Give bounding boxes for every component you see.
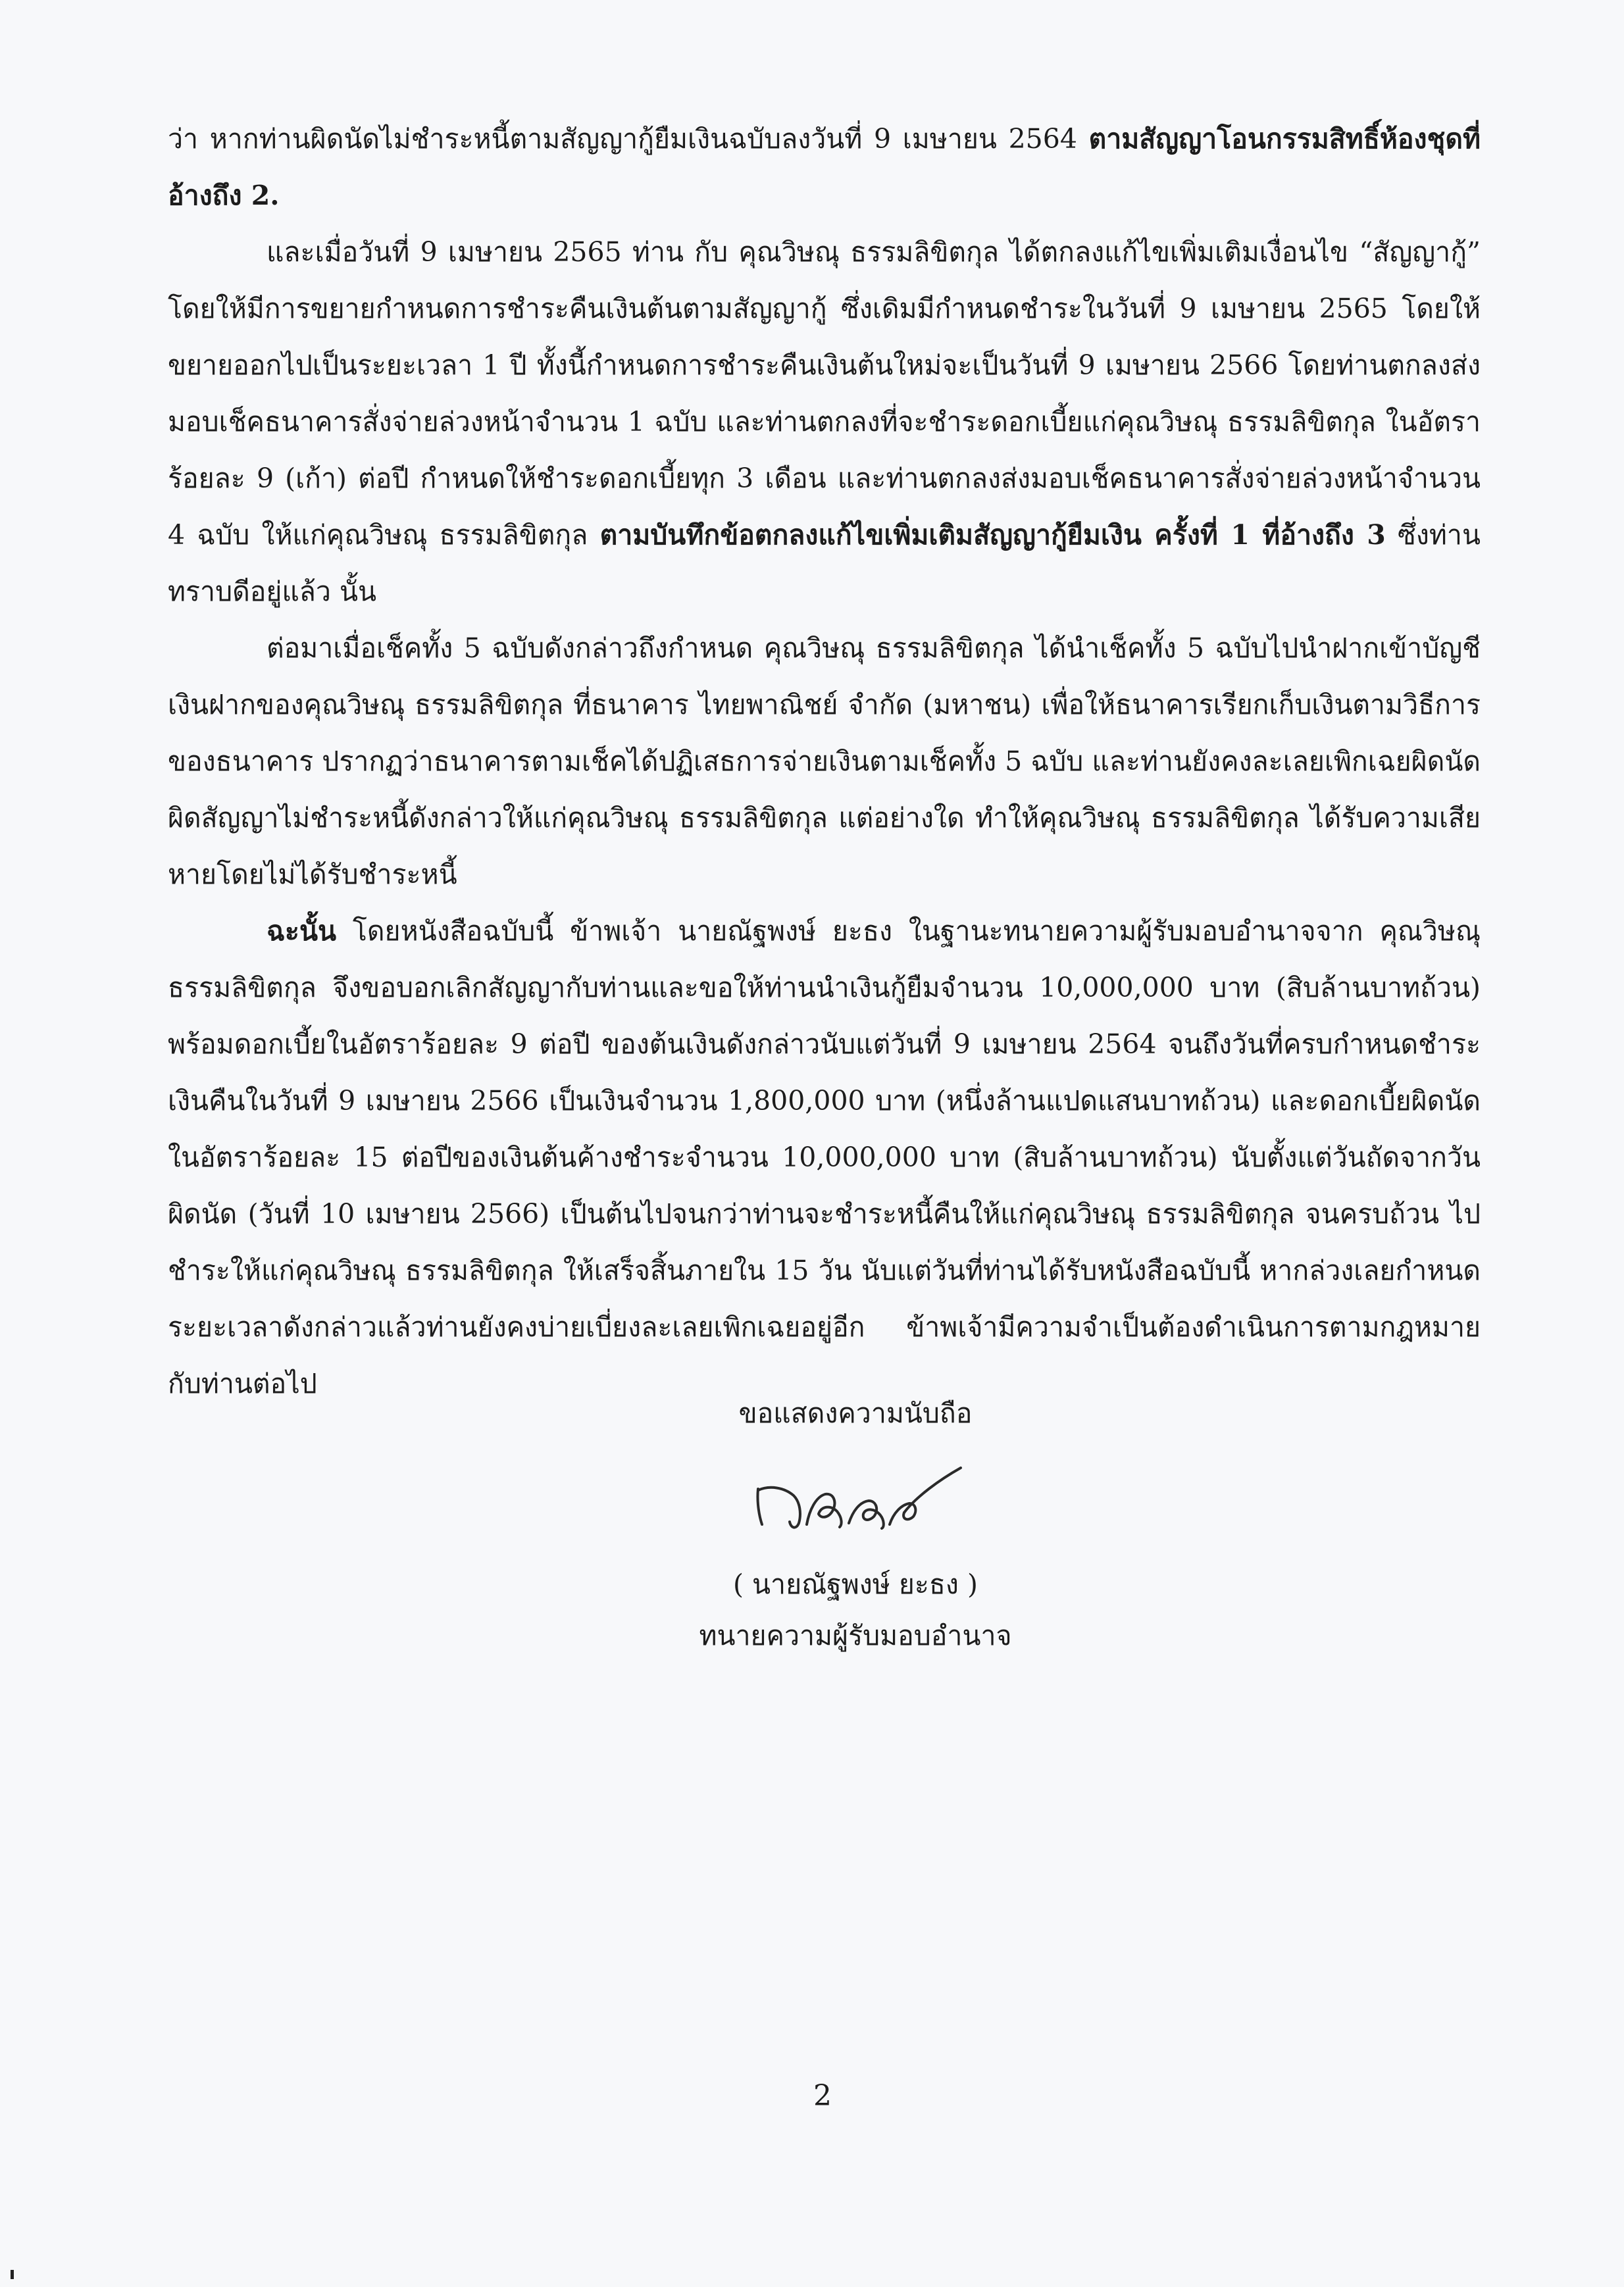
letter-body [168, 111, 1481, 1412]
paragraph-2 [168, 224, 1481, 620]
handwritten-signature-icon [744, 1451, 980, 1549]
page-number: 2 [813, 2079, 832, 2113]
paragraph-2-segment-3: ซึ่งท่านทราบดีอยู่แล้ว นั้น [168, 519, 1481, 607]
paragraph-4 [168, 903, 1481, 1412]
paragraph-1 [168, 111, 1481, 224]
paragraph-3 [168, 620, 1481, 903]
closing-salutation: ขอแสดงความนับถือ [738, 1397, 973, 1429]
paragraph-4-segment-1: ฉะนั้น [266, 915, 337, 947]
scan-speck [11, 2270, 14, 2279]
paragraph-3-segment-1: ต่อมาเมื่อเช็คทั้ง 5 ฉบับดังกล่าวถึงกำหนด คุณวิษณุ ธรรมลิขิตกุล ได้นำเช็คทั้ง 5 ฉบับไปนำฝากเข้าบัญชีเงินฝากของคุณวิษณุ ธรรมลิขิตกุล ที่ธนาคาร ไทยพาณิชย์ จำกัด (มหาชน) เพื่อให้ธนาคารเรียกเก็บเงินตามวิธีการของธนาคาร ปรากฏว่าธนาคารตามเช็คได้ปฏิเสธการจ่ายเงินตามเช็คทั้ง 5 ฉบับ และท่านยังคงละเลยเพิกเฉยผิดนัดผิดสัญญาไม่ชำระหนี้ดังกล่าวให้แก่คุณวิษณุ ธรรมลิขิตกุล แต่อย่างใด ทำให้คุณวิษณุ ธรรมลิขิตกุล ได้รับความเสียหายโดยไม่ได้รับชำระหนี้ [168, 632, 1481, 890]
paragraph-4-segment-2: โดยหนังสือฉบับนี้ ข้าพเจ้า นายณัฐพงษ์ ยะธง ในฐานะทนายความผู้รับมอบอำนาจจาก คุณวิษณุ ธรรมลิขิตกุล จึงขอบอกเลิกสัญญากับท่านและขอให้ท่านนำเงินกู้ยืมจำนวน 10,000,000 บาท (สิบล้านบาทถ้วน) พร้อมดอกเบี้ยในอัตราร้อยละ 9 ต่อปี ของต้นเงินดังกล่าวนับแต่วันที่ 9 เมษายน 2564 จนถึงวันที่ครบกำหนดชำระเงินคืนในวันที่ 9 เมษายน 2566 เป็นเงินจำนวน 1,800,000 บาท (หนึ่งล้านแปดแสนบาทถ้วน) และดอกเบี้ยผิดนัดในอัตราร้อยละ 15 ต่อปีของเงินต้นค้างชำระจำนวน 10,000,000 บาท (สิบล้านบาทถ้วน) นับตั้งแต่วันถัดจากวันผิดนัด (วันที่ 10 เมษายน 2566) เป็นต้นไปจนกว่าท่านจะชำระหนี้คืนให้แก่คุณวิษณุ ธรรมลิขิตกุล จนครบถ้วน ไปชำระให้แก่คุณวิษณุ ธรรมลิขิตกุล ให้เสร็จสิ้นภายใน 15 วัน นับแต่วันที่ท่านได้รับหนังสือฉบับนี้ หากล่วงเลยกำหนดระยะเวลาดังกล่าวแล้วท่านยังคงบ่ายเบี่ยงละเลยเพิกเฉยอยู่อีก ข้าพเจ้ามีความจำเป็นต้องดำเนินการตามกฎหมายกับท่านต่อไป [168, 915, 1481, 1399]
paragraph-1-segment-1: ว่า หากท่านผิดนัดไม่ชำระหนี้ตามสัญญากู้ยืมเงินฉบับลงวันที่ 9 เมษายน 2564 [168, 123, 1089, 155]
signer-name: ( นายณัฐพงษ์ ยะธง ) [733, 1569, 978, 1600]
paragraph-1-segment-2: ตามสัญญาโอนกรรมสิทธิ์ห้องชุดที่อ้างถึง 2. [168, 123, 1481, 211]
signer-title: ทนายความผู้รับมอบอำนาจ [699, 1620, 1012, 1651]
paragraph-2-segment-2: ตามบันทึกข้อตกลงแก้ไขเพิ่มเติมสัญญากู้ยืมเงิน ครั้งที่ 1 ที่อ้างถึง 3 [599, 519, 1386, 551]
paragraph-2-segment-1: และเมื่อวันที่ 9 เมษายน 2565 ท่าน กับ คุณวิษณุ ธรรมลิขิตกุล ได้ตกลงแก้ไขเพิ่มเติมเงื่อนไข “สัญญากู้” โดยให้มีการขยายกำหนดการชำระคืนเงินต้นตามสัญญากู้ ซึ่งเดิมมีกำหนดชำระในวันที่ 9 เมษายน 2565 โดยให้ขยายออกไปเป็นระยะเวลา 1 ปี ทั้งนี้กำหนดการชำระคืนเงินต้นใหม่จะเป็นวันที่ 9 เมษายน 2566 โดยท่านตกลงส่งมอบเช็คธนาคารสั่งจ่ายล่วงหน้าจำนวน 1 ฉบับ และท่านตกลงที่จะชำระดอกเบี้ยแก่คุณวิษณุ ธรรมลิขิตกุล ในอัตราร้อยละ 9 (เก้า) ต่อปี กำหนดให้ชำระดอกเบี้ยทุก 3 เดือน และท่านตกลงส่งมอบเช็คธนาคารสั่งจ่ายล่วงหน้าจำนวน 4 ฉบับ ให้แก่คุณวิษณุ ธรรมลิขิตกุล [168, 236, 1481, 551]
